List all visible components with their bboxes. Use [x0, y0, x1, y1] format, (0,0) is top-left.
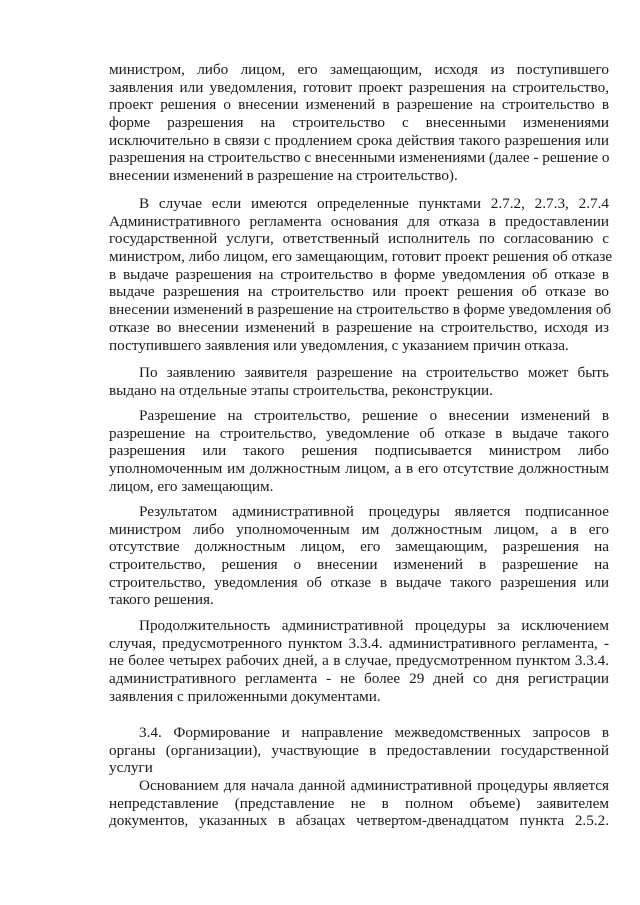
paragraph-result: [109, 503, 609, 609]
text-line: строительство, уведомления об отказе в выдаче такого разрешения или: [109, 573, 609, 591]
paragraph-duration: [109, 617, 609, 705]
text-line: разрешение на строительство, уведомление об отказе в выдаче такого: [109, 424, 609, 442]
text-line: заявления с приложенными документами.: [109, 687, 381, 705]
text-line: Результатом административной процедуры является подписанное: [139, 503, 609, 520]
text-line: Продолжительность административной процедуры за исключением: [139, 617, 609, 634]
paragraph-basis: [109, 777, 609, 830]
text-line: услуги: [109, 759, 153, 777]
text-line: министром либо уполномоченным им должностным лицом, а в его: [109, 520, 609, 538]
text-line: По заявлению заявителя разрешение на строительство может быть: [139, 364, 609, 381]
text-line: заявления или уведомления, готовит проект разрешения на строительство,: [109, 78, 609, 96]
text-line: отказе во внесении изменений в разрешение на строительство, исходя из: [109, 318, 609, 336]
text-line: такого решения.: [109, 591, 214, 609]
text-line: государственной услуги, ответственный исполнитель по согласованию с: [109, 230, 609, 248]
text-line: административного регламента - не более 29 дней со дня регистрации: [109, 670, 609, 688]
text-line: лицом, его замещающим.: [109, 477, 274, 495]
text-line: Разрешение на строительство, решение о внесении изменений в: [139, 407, 609, 424]
text-line: уполномоченным им должностным лицом, а в его отсутствие должностным: [109, 460, 609, 478]
text-line: министром, либо лицом, его замещающим, готовит проект решения об отказе: [109, 248, 613, 266]
paragraph-stages: [109, 364, 609, 399]
text-line: 3.4. Формирование и направление межведомственных запросов в: [139, 724, 609, 741]
paragraph-refusal-grounds: [109, 195, 613, 354]
text-line: отсутствие должностным лицом, его замещающим, разрешения на: [109, 538, 609, 556]
text-line: органы (организации), участвующие в предоставлении государственной: [109, 741, 609, 759]
text-line: внесении изменений в разрешение на строительство в форме уведомления об: [109, 301, 612, 319]
text-line: министром, либо лицом, его замещающим, исходя из поступившего: [109, 61, 609, 78]
text-line: форме разрешения на строительство с внесенными изменениями: [109, 114, 609, 132]
text-line: разрешения на строительство с внесенными изменениями (далее - решение о: [109, 149, 610, 167]
text-line: выдано на отдельные этапы строительства, реконструкции.: [109, 381, 493, 399]
text-line: Административного регламента основания для отказа в предоставлении: [109, 212, 609, 230]
text-line: не более четырех рабочих дней, а в случае, предусмотренном пунктом 3.3.4.: [109, 652, 609, 670]
text-line: непредставление (представление не в полном объеме) заявителем: [109, 794, 609, 812]
text-line: документов, указанных в абзацах четвертом-двенадцатом пункта 2.5.2.: [109, 812, 609, 830]
text-line: в выдаче разрешения на строительство в форме уведомления об отказе в: [109, 265, 609, 283]
paragraph-signing: [109, 407, 609, 495]
text-line: разрешения или такого решения подписывается министром либо: [109, 442, 609, 460]
text-line: строительство, решения о внесении изменений в разрешение на: [109, 556, 609, 574]
text-line: случая, предусмотренного пунктом 3.3.4. административного регламента, -: [109, 634, 609, 652]
text-line: исключительно в связи с продлением срока действия такого разрешения или: [109, 131, 609, 149]
text-line: выдаче разрешения на строительство или проект решения об отказе во: [109, 283, 609, 301]
text-line: В случае если имеются определенные пунктами 2.7.2, 2.7.3, 2.7.4: [139, 195, 609, 212]
text-line: Основанием для начала данной административной процедуры является: [139, 777, 609, 794]
section-heading-3-4: [109, 724, 609, 777]
text-line: проект решения о внесении изменений в разрешение на строительство в: [109, 96, 609, 114]
text-line: внесении изменений в разрешение на строительство).: [109, 167, 458, 185]
text-line: поступившего заявления или уведомления, с указанием причин отказа.: [109, 336, 569, 354]
paragraph-continuation: [109, 61, 609, 185]
